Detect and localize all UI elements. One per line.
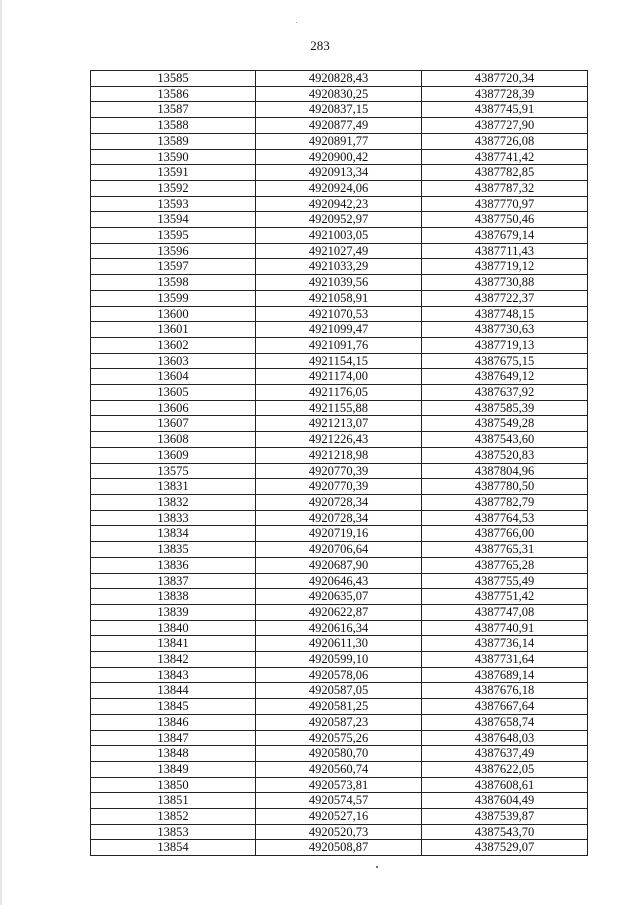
table-row [91,290,588,306]
point-number-cell: 13844 [91,683,256,699]
y-coordinate-cell: 4387740,91 [422,620,588,636]
y-coordinate-cell: 4387520,83 [422,447,588,463]
point-number-cell: 13593 [91,196,256,212]
y-coordinate-cell: 4387622,05 [422,761,588,777]
table-row [91,620,588,636]
y-coordinate-cell: 4387755,49 [422,573,588,589]
x-coordinate-cell: 4920560,74 [256,761,422,777]
y-coordinate-cell: 4387675,15 [422,353,588,369]
x-coordinate-cell: 4920924,06 [256,180,422,196]
x-coordinate-cell: 4920611,30 [256,636,422,652]
y-coordinate-cell: 4387747,08 [422,604,588,620]
y-coordinate-cell: 4387730,88 [422,275,588,291]
point-number-cell: 13575 [91,463,256,479]
table-row [91,683,588,699]
x-coordinate-cell: 4920578,06 [256,667,422,683]
point-number-cell: 13589 [91,133,256,149]
point-number-cell: 13850 [91,777,256,793]
table-row [91,228,588,244]
table-row [91,761,588,777]
y-coordinate-cell: 4387765,31 [422,542,588,558]
x-coordinate-cell: 4920952,97 [256,212,422,228]
y-coordinate-cell: 4387585,39 [422,400,588,416]
table-row [91,385,588,401]
x-coordinate-cell: 4920728,34 [256,510,422,526]
point-number-cell: 13603 [91,353,256,369]
point-number-cell: 13608 [91,432,256,448]
table-row [91,322,588,338]
y-coordinate-cell: 4387764,53 [422,510,588,526]
x-coordinate-cell: 4921155,88 [256,400,422,416]
x-coordinate-cell: 4920942,23 [256,196,422,212]
point-number-cell: 13843 [91,667,256,683]
y-coordinate-cell: 4387730,63 [422,322,588,338]
scan-speck [296,22,297,23]
x-coordinate-cell: 4920728,34 [256,494,422,510]
table-row [91,793,588,809]
y-coordinate-cell: 4387750,46 [422,212,588,228]
table-row [91,259,588,275]
point-number-cell: 13604 [91,369,256,385]
point-number-cell: 13836 [91,557,256,573]
table-row [91,180,588,196]
table-row [91,165,588,181]
x-coordinate-cell: 4921176,05 [256,385,422,401]
x-coordinate-cell: 4921039,56 [256,275,422,291]
y-coordinate-cell: 4387543,60 [422,432,588,448]
point-number-cell: 13585 [91,71,256,87]
point-number-cell: 13594 [91,212,256,228]
table-row [91,71,588,87]
y-coordinate-cell: 4387689,14 [422,667,588,683]
table-row [91,746,588,762]
y-coordinate-cell: 4387608,61 [422,777,588,793]
y-coordinate-cell: 4387787,32 [422,180,588,196]
y-coordinate-cell: 4387667,64 [422,699,588,715]
table-row [91,667,588,683]
y-coordinate-cell: 4387720,34 [422,71,588,87]
table-row [91,730,588,746]
x-coordinate-cell: 4920508,87 [256,840,422,856]
y-coordinate-cell: 4387782,79 [422,494,588,510]
point-number-cell: 13849 [91,761,256,777]
point-number-cell: 13590 [91,149,256,165]
point-number-cell: 13595 [91,228,256,244]
table-row [91,400,588,416]
table-row [91,353,588,369]
table-row [91,275,588,291]
point-number-cell: 13854 [91,840,256,856]
point-number-cell: 13605 [91,385,256,401]
x-coordinate-cell: 4920587,05 [256,683,422,699]
y-coordinate-cell: 4387736,14 [422,636,588,652]
table-row [91,369,588,385]
x-coordinate-cell: 4920646,43 [256,573,422,589]
point-number-cell: 13840 [91,620,256,636]
x-coordinate-cell: 4920580,70 [256,746,422,762]
point-number-cell: 13600 [91,306,256,322]
table-row [91,714,588,730]
x-coordinate-cell: 4921213,07 [256,416,422,432]
point-number-cell: 13599 [91,290,256,306]
x-coordinate-cell: 4920573,81 [256,777,422,793]
y-coordinate-cell: 4387637,92 [422,385,588,401]
x-coordinate-cell: 4920635,07 [256,589,422,605]
point-number-cell: 13842 [91,652,256,668]
table-row [91,699,588,715]
point-number-cell: 13852 [91,809,256,825]
table-row [91,636,588,652]
point-number-cell: 13841 [91,636,256,652]
point-number-cell: 13834 [91,526,256,542]
y-coordinate-cell: 4387543,70 [422,824,588,840]
x-coordinate-cell: 4920599,10 [256,652,422,668]
x-coordinate-cell: 4921218,98 [256,447,422,463]
point-number-cell: 13591 [91,165,256,181]
point-number-cell: 13839 [91,604,256,620]
y-coordinate-cell: 4387804,96 [422,463,588,479]
y-coordinate-cell: 4387745,91 [422,102,588,118]
x-coordinate-cell: 4920913,34 [256,165,422,181]
y-coordinate-cell: 4387728,39 [422,86,588,102]
coordinates-table-body [91,71,588,856]
x-coordinate-cell: 4920622,87 [256,604,422,620]
x-coordinate-cell: 4920719,16 [256,526,422,542]
x-coordinate-cell: 4920527,16 [256,809,422,825]
x-coordinate-cell: 4920877,49 [256,118,422,134]
table-row [91,589,588,605]
x-coordinate-cell: 4920900,42 [256,149,422,165]
point-number-cell: 13588 [91,118,256,134]
point-number-cell: 13601 [91,322,256,338]
x-coordinate-cell: 4921033,29 [256,259,422,275]
page-edge-shadow [0,0,2,905]
x-coordinate-cell: 4920891,77 [256,133,422,149]
coordinates-table [90,70,588,856]
point-number-cell: 13837 [91,573,256,589]
y-coordinate-cell: 4387711,43 [422,243,588,259]
table-row [91,809,588,825]
y-coordinate-cell: 4387741,42 [422,149,588,165]
x-coordinate-cell: 4920616,34 [256,620,422,636]
page-number: 283 [310,38,330,53]
x-coordinate-cell: 4920587,23 [256,714,422,730]
table-row [91,118,588,134]
y-coordinate-cell: 4387770,97 [422,196,588,212]
table-row [91,102,588,118]
table-row [91,432,588,448]
table-row [91,824,588,840]
y-coordinate-cell: 4387604,49 [422,793,588,809]
x-coordinate-cell: 4921058,91 [256,290,422,306]
x-coordinate-cell: 4921027,49 [256,243,422,259]
point-number-cell: 13587 [91,102,256,118]
y-coordinate-cell: 4387719,13 [422,337,588,353]
table-row [91,447,588,463]
y-coordinate-cell: 4387539,87 [422,809,588,825]
point-number-cell: 13832 [91,494,256,510]
table-row [91,557,588,573]
table-row [91,149,588,165]
point-number-cell: 13848 [91,746,256,762]
y-coordinate-cell: 4387637,49 [422,746,588,762]
y-coordinate-cell: 4387766,00 [422,526,588,542]
point-number-cell: 13833 [91,510,256,526]
point-number-cell: 13586 [91,86,256,102]
table-row [91,86,588,102]
x-coordinate-cell: 4921091,76 [256,337,422,353]
x-coordinate-cell: 4920520,73 [256,824,422,840]
y-coordinate-cell: 4387782,85 [422,165,588,181]
table-row [91,840,588,856]
point-number-cell: 13847 [91,730,256,746]
x-coordinate-cell: 4920837,15 [256,102,422,118]
point-number-cell: 13606 [91,400,256,416]
table-row [91,573,588,589]
table-row [91,133,588,149]
y-coordinate-cell: 4387549,28 [422,416,588,432]
point-number-cell: 13596 [91,243,256,259]
point-number-cell: 13598 [91,275,256,291]
point-number-cell: 13592 [91,180,256,196]
x-coordinate-cell: 4921154,15 [256,353,422,369]
y-coordinate-cell: 4387658,74 [422,714,588,730]
y-coordinate-cell: 4387731,64 [422,652,588,668]
point-number-cell: 13607 [91,416,256,432]
x-coordinate-cell: 4920770,39 [256,463,422,479]
y-coordinate-cell: 4387676,18 [422,683,588,699]
table-row [91,196,588,212]
table-row [91,604,588,620]
x-coordinate-cell: 4920581,25 [256,699,422,715]
point-number-cell: 13835 [91,542,256,558]
x-coordinate-cell: 4920706,64 [256,542,422,558]
point-number-cell: 13851 [91,793,256,809]
table-row [91,463,588,479]
table-row [91,479,588,495]
x-coordinate-cell: 4920575,26 [256,730,422,746]
y-coordinate-cell: 4387722,37 [422,290,588,306]
point-number-cell: 13602 [91,337,256,353]
x-coordinate-cell: 4921070,53 [256,306,422,322]
x-coordinate-cell: 4920687,90 [256,557,422,573]
table-row [91,212,588,228]
table-row [91,652,588,668]
y-coordinate-cell: 4387748,15 [422,306,588,322]
table-row [91,526,588,542]
y-coordinate-cell: 4387649,12 [422,369,588,385]
y-coordinate-cell: 4387529,07 [422,840,588,856]
table-row [91,243,588,259]
scan-speck [376,866,378,868]
point-number-cell: 13597 [91,259,256,275]
y-coordinate-cell: 4387765,28 [422,557,588,573]
x-coordinate-cell: 4921174,00 [256,369,422,385]
table-row [91,777,588,793]
y-coordinate-cell: 4387751,42 [422,589,588,605]
x-coordinate-cell: 4920770,39 [256,479,422,495]
point-number-cell: 13831 [91,479,256,495]
x-coordinate-cell: 4921003,05 [256,228,422,244]
y-coordinate-cell: 4387719,12 [422,259,588,275]
x-coordinate-cell: 4921226,43 [256,432,422,448]
table-row [91,510,588,526]
x-coordinate-cell: 4920574,57 [256,793,422,809]
table-row [91,494,588,510]
x-coordinate-cell: 4920828,43 [256,71,422,87]
point-number-cell: 13838 [91,589,256,605]
point-number-cell: 13853 [91,824,256,840]
y-coordinate-cell: 4387727,90 [422,118,588,134]
point-number-cell: 13609 [91,447,256,463]
y-coordinate-cell: 4387780,50 [422,479,588,495]
y-coordinate-cell: 4387679,14 [422,228,588,244]
table-row [91,306,588,322]
point-number-cell: 13845 [91,699,256,715]
table-row [91,416,588,432]
point-number-cell: 13846 [91,714,256,730]
y-coordinate-cell: 4387648,03 [422,730,588,746]
x-coordinate-cell: 4920830,25 [256,86,422,102]
table-row [91,337,588,353]
x-coordinate-cell: 4921099,47 [256,322,422,338]
table-row [91,542,588,558]
y-coordinate-cell: 4387726,08 [422,133,588,149]
